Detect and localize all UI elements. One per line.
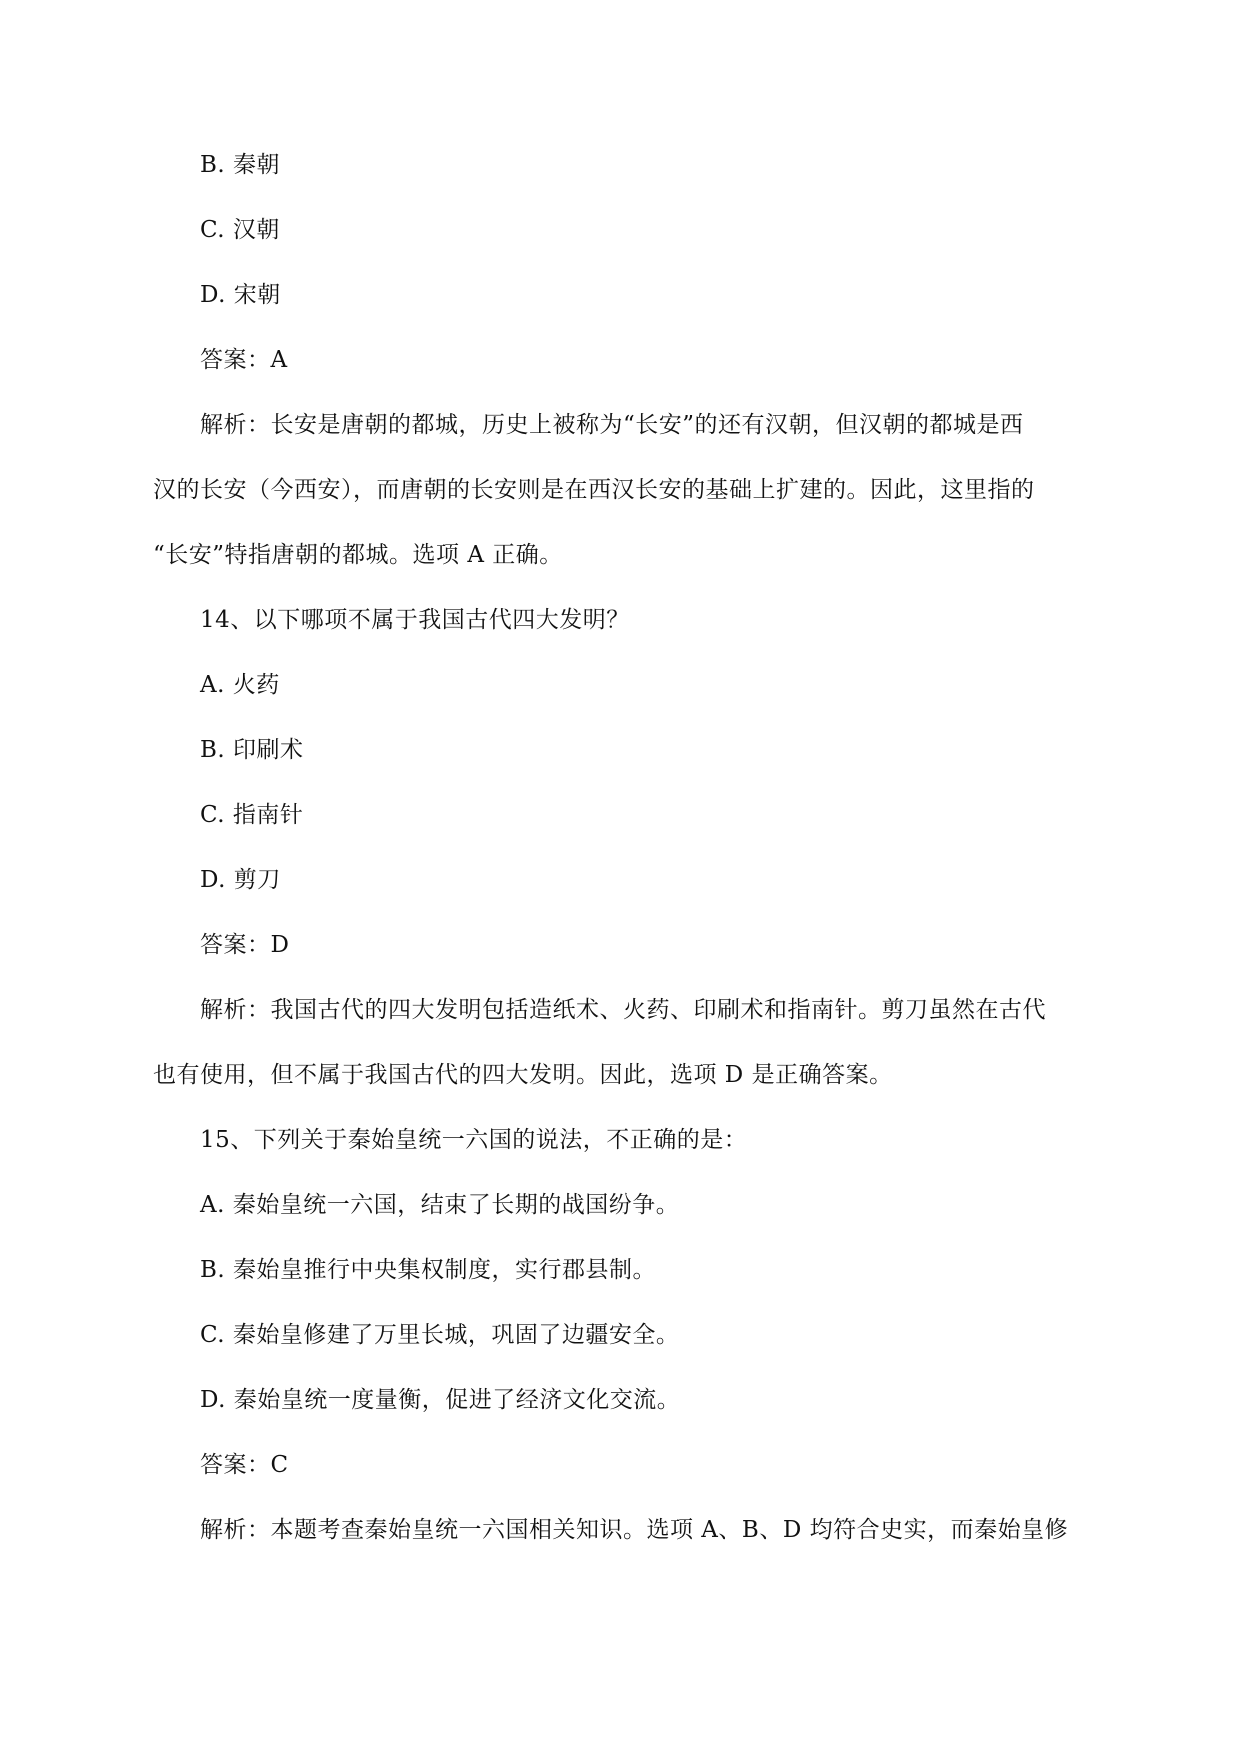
q14-analysis-line-2: 也有使用，但不属于我国古代的四大发明。因此，选项 D 是正确答案。	[153, 1062, 893, 1088]
q14-option-d: D. 剪刀	[200, 867, 281, 893]
q15-option-d: D. 秦始皇统一度量衡，促进了经济文化交流。	[200, 1387, 681, 1413]
q15-option-b: B. 秦始皇推行中央集权制度，实行郡县制。	[200, 1257, 657, 1283]
q13-option-d: D. 宋朝	[200, 282, 281, 308]
q15-question: 15、下列关于秦始皇统一六国的说法，不正确的是：	[200, 1127, 748, 1153]
q15-option-a: A. 秦始皇统一六国，结束了长期的战国纷争。	[200, 1192, 680, 1218]
q14-analysis-line-1: 解析：我国古代的四大发明包括造纸术、火药、印刷术和指南针。剪刀虽然在古代	[200, 997, 1046, 1023]
q13-analysis-line-2: 汉的长安（今西安），而唐朝的长安则是在西汉长安的基础上扩建的。因此，这里指的	[153, 477, 1035, 503]
q15-analysis-line-1: 解析：本题考查秦始皇统一六国相关知识。选项 A、B、D 均符合史实，而秦始皇修	[200, 1517, 1069, 1543]
q13-answer: 答案：A	[200, 347, 288, 373]
q14-answer: 答案：D	[200, 932, 290, 958]
q15-option-c: C. 秦始皇修建了万里长城，巩固了边疆安全。	[200, 1322, 680, 1348]
q14-option-c: C. 指南针	[200, 802, 304, 828]
q15-answer: 答案：C	[200, 1452, 289, 1478]
q13-option-b: B. 秦朝	[200, 152, 281, 178]
q14-question: 14、以下哪项不属于我国古代四大发明？	[200, 607, 630, 633]
q14-option-a: A. 火药	[200, 672, 280, 698]
q13-analysis-line-3: “长安”特指唐朝的都城。选项 A 正确。	[153, 542, 563, 568]
q13-analysis-line-1: 解析：长安是唐朝的都城，历史上被称为“长安”的还有汉朝，但汉朝的都城是西	[200, 412, 1024, 438]
q14-option-b: B. 印刷术	[200, 737, 304, 763]
q13-option-c: C. 汉朝	[200, 217, 280, 243]
